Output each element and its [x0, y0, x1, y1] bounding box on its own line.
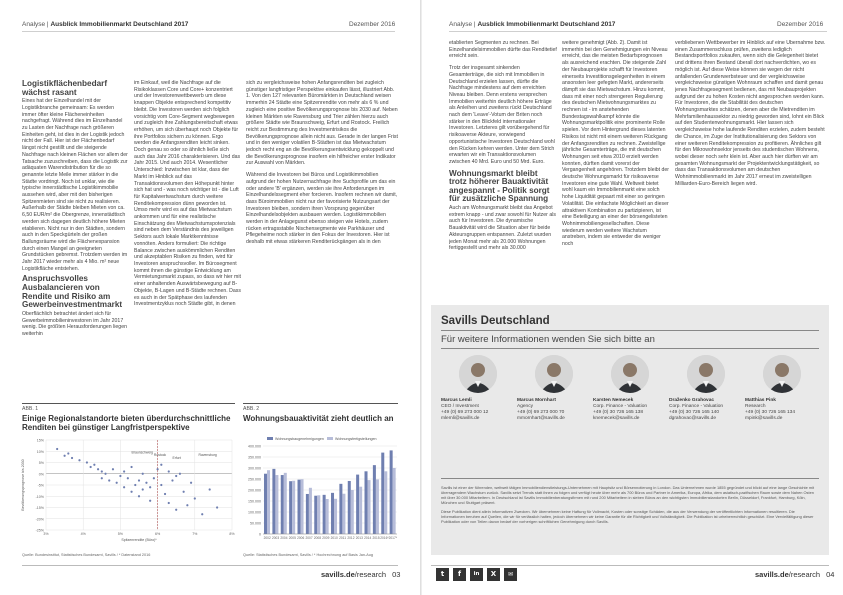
scatter-point	[183, 491, 185, 493]
heading-housing: Wohnungsmarkt bleibt trotz höherer Bauaktivität angespannt - Politik sorgt für zusätzliche Spannung	[449, 168, 550, 204]
scatter-point	[149, 486, 151, 488]
scatter-point	[168, 470, 170, 472]
footer-url-domain: savills.de	[321, 570, 355, 579]
disclaimer-company: Savills ist einer der führenden, weltweit tätigen Immobiliendienstleistungs-Unternehmen mit Hauptsitz und Börsennotierung in London. Das Unternehmen wurde 1855 gegründet und blickt auf eine lange Geschichte mit überragendem Wachstum zurück. Savills setzt Trends statt ihnen zu folgen und verfügt heute über mehr als 700 Büros und Partner in Amerika, Europa, Afrika, dem asiatisch-pazifischen Raum sowie dem Nahen Osten mit über 30.000 Mitarbeitern. In Deutschland ist Savills Immobilienberatungsfirmen mit rund 200 Mitarbeitern in sieben Büros an den wichtigsten Immobilienstandorten Berlin, Düsseldorf, Frankfurt, Hamburg, Köln, München und Stuttgart präsent.	[441, 485, 815, 505]
x-tick-label: 2003	[272, 536, 280, 540]
contact-card	[745, 398, 820, 422]
x-tick-label: 2015	[372, 536, 380, 540]
footer-url-path: /research	[354, 570, 387, 579]
scatter-point	[86, 461, 88, 463]
scatter-chart	[20, 434, 240, 551]
scatter-point	[160, 464, 162, 466]
footer-rule	[431, 565, 829, 566]
bar	[306, 494, 309, 534]
scatter-point	[179, 473, 181, 475]
xing-icon[interactable]: X	[487, 568, 500, 581]
contact-card	[593, 398, 668, 422]
linkedin-icon[interactable]: in	[470, 568, 483, 581]
contact-portrait	[459, 355, 497, 393]
scatter-point	[123, 486, 125, 488]
x-tick-label: 5%	[117, 532, 124, 536]
legend-label: Wohnungsfertigstellungen	[335, 437, 377, 441]
figure-1-rule	[22, 403, 235, 404]
contact-email[interactable]: mpink@savills.de	[745, 416, 783, 421]
contact-name: Marcus Lemli	[441, 398, 472, 403]
scatter-point	[71, 457, 73, 459]
paragraph-col3a: sich zu vergleichsweise hohen Anfangsrenditen bei zugleich günstiger langfristiger Perspektive einkaufen lässt, illustriert Abb. 1. Von den 127 relevanten Büromärkten in Deutschland weisen immerhin 24 Städte eine Spitzenrendite von mehr als 6 % und zugleich eine positive Bevölkerungsprognose bis 2030 auf. Neben kleinen Märkten wie Ravensburg und Trier zählen hierzu auch größere Städte wie Braunschweig, Erfurt und Rostock. Freilich reicht zur Bestimmung des Investmentrisikos die Bevölkerungsprognose allein nicht aus. Gerade in der langen Frist und in den weniger volatilen B-Städten ist das Mietwachstum jedoch recht eng an die Bevölkerungsentwicklung gekoppelt und die Bevölkerungsprognose insofern ein hilfreicher erster Indikator zur Auswahl von Märkten.	[246, 80, 398, 167]
scatter-point	[116, 482, 118, 484]
header-date: Dezember 2016	[777, 21, 824, 28]
contact-box-title: Savills Deutschland	[441, 315, 550, 327]
scatter-point	[142, 473, 144, 475]
paragraph-col2: im Einkauf, weil die Nachfrage auf die Risikoklassen Core und Core+ konzentriert und der Investorenwettbewerb um diese knappen Objekte entsprechend kompetitiv bleibt. Die Investoren werden sich folglich vorsichtig vom Core-Segment wegbewegen und zugleich ihre Zahlungsbereitschaft etwas erhöhen, um sich überhaupt noch Objekte für ihre Portfolios sichern zu können. Ergo werden die Anfangsrenditen leicht sinken. Doch genau so oder so ähnlich ließe sich auch das Jahr 2016 charakterisieren. Und das Jahr 2015. Und auch 2014. Wesentlicher Unterschied: Inzwischen ist klar, dass der Markt im Hinblick auf das Transaktionsvolumen den Höhepunkt hinter sich hat und - was noch wichtiger ist - die Luft für Kapitalwertwachstum durch weitere Renditekompression dünn geworden ist. Umso mehr wird es auf das Mietwachstum ankommen und für eine realistische Einschätzung des Mietwachstumspotenzials sind neben dem Verständnis des jeweiligen Sektors auch lokale Marktkenntnisse vonnöten. Anders formuliert: Die richtige Balance zwischen auskömmlichen Renditen und akzeptablen Risiken zu finden, wird für Investoren anspruchsvoller. Im Bürosegment kommt ihnen die günstige Entwicklung am Vermietungsmarkt zupass, so dass wir hier mit einer anhaltenden Auswärtsbewegung auf B-Objekte, B-Lagen und B-Städte rechnen. Dass es auch in der Spätphase des laufenden Investmentzyklus noch Städte gibt, in denen	[134, 80, 241, 308]
figure-2-label: ABB. 2	[243, 406, 260, 412]
scatter-point	[216, 506, 218, 508]
y-tick-label: 0%	[38, 472, 44, 477]
scatter-point	[138, 495, 140, 497]
scatter-point	[130, 491, 132, 493]
bar	[381, 453, 384, 534]
scatter-point	[78, 459, 80, 461]
y-tick-label: 0	[259, 532, 261, 537]
contact-email[interactable]: knemecek@savills.de	[593, 416, 640, 421]
header-section: Analyse |	[449, 21, 476, 28]
bar-chart	[241, 434, 401, 551]
page-number: 04	[826, 570, 835, 579]
scatter-point	[101, 470, 103, 472]
y-tick-label: 200.000	[248, 488, 261, 493]
bar	[373, 465, 376, 534]
contact-name: Matthias Pink	[745, 398, 776, 403]
text-column-2	[134, 80, 241, 416]
scatter-point	[175, 475, 177, 477]
contact-phone[interactable]: +49 (0) 30 726 165 134	[745, 410, 796, 415]
header-rule	[22, 31, 395, 32]
annotation-label: Ravensburg	[198, 452, 217, 457]
x-tick-label: 7%	[192, 532, 198, 536]
scatter-point	[101, 477, 103, 479]
scatter-point	[90, 466, 92, 468]
scatter-point	[134, 484, 136, 486]
header-title: Ausblick Immobilienmarkt Deutschland 2017	[477, 21, 616, 28]
y-tick-label: 10%	[36, 449, 44, 454]
text-column-3	[246, 80, 398, 416]
contact-email[interactable]: mlemli@savills.de	[441, 416, 480, 421]
bar	[284, 473, 287, 534]
bar	[326, 499, 329, 534]
legend-swatch	[327, 437, 333, 440]
scatter-point	[209, 488, 211, 490]
bar	[298, 480, 301, 534]
contact-card	[669, 398, 744, 422]
scatter-point	[130, 466, 132, 468]
twitter-icon[interactable]: t	[436, 568, 449, 581]
figure-1-label: ABB. 1	[22, 406, 39, 412]
contact-phone[interactable]: +49 (0) 69 273 000 70	[517, 410, 565, 415]
scatter-point	[201, 513, 203, 515]
scatter-point	[149, 500, 151, 502]
x-tick-label: 2012	[347, 536, 355, 540]
x-tick-label: 2007	[305, 536, 313, 540]
left-page	[0, 0, 421, 595]
header-section: Analyse |	[22, 21, 49, 28]
x-tick-label: 2006	[297, 536, 305, 540]
contact-phone[interactable]: +49 (0) 30 726 165 140	[669, 410, 720, 415]
bar	[264, 474, 267, 534]
scatter-point	[64, 455, 66, 457]
header-date: Dezember 2016	[349, 21, 396, 28]
x-tick-label: 2013	[355, 536, 363, 540]
bar	[317, 495, 320, 534]
x-tick-label: 2017*	[388, 536, 397, 540]
contact-portrait	[763, 355, 801, 393]
footer-url[interactable]	[321, 570, 400, 579]
facebook-icon[interactable]: f	[453, 568, 466, 581]
y-tick-label: 350.000	[248, 455, 261, 460]
paragraph-logistics: Eines hat der Einzelhandel mit der Logistikbranche gemeinsam: Es werden immer öfter kleine Flächeneinheiten nachgefragt. Während dies im Einzelhandel zu Lasten der Nachfrage nach größeren Einheiten geht, ist dies in der Logistik jedoch nicht der Fall. Hier ist der Flächenbedarf längst nicht gestillt und die steigende Nachfrage nach kleinen Flächen vor allem der Tatsache zuzuschreiben, dass die Logistik zur adäquaten Warendistribution für die so genannte letzte Meile immer stärker in die Städte vordringt. Noch ist unklar, wie die typische innerstädtische Logistikimmobilie aussehen wird, aber mit den bisherigen Spitzenmieten sind sie nicht zu realisieren. Außerhalb der Städte bleiben Mieten von ca. 6,50 EUR/m² die Obergrenze, innenstädtisch werden sich dagegen deutlich höhere Mieten etablieren. Nicht nur in den Städten, sondern auch in den Speckgürteln der großen Ballungsräume wird die Flächenexpansion durch einen Mangel an geeigneten Grundstücken gebremst. Trotzdem werden im Jahr 2017 wieder mehr als 4 Mio. m² neue Logistikfläche entstehen.	[22, 98, 128, 272]
scatter-point	[171, 479, 173, 481]
page-number: 03	[392, 570, 401, 579]
bar	[314, 496, 317, 534]
paragraph-col3b: Während die Investoren bei Büros und Logistikimmobilien aufgrund der hohen Nutzernachfrage ihre Suchprofile um das ein oder andere 'B' ergänzen, werden sie ihre Anforderungen im Einzelhandelssegment eher forcieren. Insofern rechnen wir damit, dass Büroimmobilien nicht nur der favorisierte Nutzungsart der Investoren bleiben, sondern ihren Vorsprung gegenüber Einzelhandelsobjekten ausbauen werden. Logistikimmobilien werden in der Anlagegunst ebenso steigen wie Hotels, zudem rücken ertragsstabile Nischensegmente wie Parkhäuser und Pflegeheime noch stärker in den Fokus der Investoren. Hier ist deshalb mit etwas stärkeren Renditerückgängen als in den	[246, 172, 398, 246]
contact-portrait	[535, 355, 573, 393]
y-tick-label: 150.000	[248, 499, 261, 504]
scatter-point	[142, 488, 144, 490]
y-tick-label: 15%	[36, 438, 44, 443]
contact-card	[441, 398, 516, 422]
contact-card	[517, 398, 592, 422]
paragraph-housing: Auch am Wohnungsmarkt bleibt das Angebot extrem knapp - und zwar sowohl für Nutzer als auch für Investoren. Die dynamische Bauaktivität wird die Situation aber für beide Akteursgruppen entspannen. Zuletzt wurden jeden Monat mehr als 20.000 Wohnungen fertiggestellt und mehr als 30.000	[449, 205, 556, 252]
contact-box-rule	[441, 348, 819, 349]
bar	[309, 488, 312, 534]
scatter-point	[138, 479, 140, 481]
annotation-label: Erfurt	[172, 456, 181, 461]
footer-url-path: /research	[788, 570, 821, 579]
y-tick-label: 50.000	[250, 521, 261, 526]
contact-name: Marcus Mornhart	[517, 398, 556, 403]
scatter-point	[160, 484, 162, 486]
bar	[281, 475, 284, 534]
contact-role: Corp. Finance - Valuation	[669, 404, 724, 409]
contact-email[interactable]: mmornhart@savills.de	[517, 416, 565, 421]
contact-name: Karsten Nemecek	[593, 398, 634, 403]
header-title: Ausblick Immobilienmarkt Deutschland 2017	[50, 21, 189, 28]
scatter-point	[164, 493, 166, 495]
contact-role: CEO / Investment	[441, 404, 479, 409]
contact-role: Research	[745, 404, 766, 409]
scatter-point	[157, 468, 159, 470]
x-tick-label: 2008	[313, 536, 321, 540]
bar	[334, 499, 337, 534]
heading-investment: Anspruchsvolles Ausbalancieren von Rendite und Risiko am Gewerbeinvestmentmarkt	[22, 274, 123, 310]
annotation-label: Rostock	[153, 452, 167, 457]
paragraph-col3: verbliebenen Wettbewerber im Hinblick auf eine Übernahme bzw. einen Zusammenschluss prüfen, zweitens lediglich Bestandsportfolios zukaufen, wenn sich die Gelegenheit bietet und drittens ihren Bestand überall dort nachverdichten, wo es möglich ist. Auf diese Weise können sie wegen der nicht anfallenden Grunderwerbsteuer und der vergleichsweise vergleichsweise günstigen Wohnraum schaffen und damit genau jenes Nachfragesegment bedienen, das mit Neubauprojekten aufgrund der zu hohen Kosten nicht angesprochen werden kann. Für Investoren, die die Stabilität des deutschen Wohnungsmarktes schätzen, denen aber die Mietrenditen im Mehrfamilienhaussektor zu niedrig geworden sind, lohnt ein Blick auf den Studentenwohnungsmarkt. Hier lassen sich vergleichsweise hohe laufende Renditen erzielen, zudem besteht die Chance, im Zuge der Institutionalisierung des Sektors von einer weiteren Renditekompression zu profitieren. Ähnliches gilt für den Mikrowohnsektor jenseits des studentischen Wohnens, wobei dieser noch sehr klein ist. Aber auch hier dürften wir am gesamten Wohnungsmarkt der Projektentwicklungstätigkeit, so dass das Transaktionsvolumen am deutschen Wohnimmobilienmarkt im Jahr 2017 erneut im zweistelligen Milliarden-Euro-Bereich liegen wird.	[675, 40, 826, 187]
scatter-point	[123, 470, 125, 472]
scatter-point	[145, 482, 147, 484]
x-tick-label: 2009	[322, 536, 330, 540]
bar	[323, 495, 326, 534]
bar	[359, 487, 362, 534]
paragraph-intro: etablierten Segmenten zu rechnen. Bei Einzelhandelsimmobilien dürfte das Renditetief erreicht sein.	[449, 40, 557, 60]
contact-portrait	[687, 355, 725, 393]
scatter-point	[56, 448, 58, 450]
bar	[292, 481, 295, 534]
y-tick-label: 5%	[38, 461, 44, 465]
scatter-point	[112, 468, 114, 470]
paragraph-col2: weitere genehmigt (Abb. 2). Damit ist immerhin bei den Genehmigungen ein Niveau erreicht, das die meisten Bedarfsprognosen als ausreichend erachten. Die steigende Zahl der Neubauprojekte schafft für Investoren einerseits Investitionsgelegenheiten in einem ansonsten leer gefegten Markt, andererseits dämpft sie das Mietwachstum. Hinzu kommt, dass mit einer noch strengeren Regulierung des deutschen Mietwohnungsmarktes zu rechnen ist - im anstehenden Bundestagswahlkampf könnte die Wohnungsmarktpolitik eine prominente Rolle spielen. Vor dem Hintergrund dieses latenten Risikos ist nicht mit einem weiteren Rückgang der Anfangsrenditen zu rechnen. Zweistellige jährliche Gesamterträge, die mit deutschen Wohnungen seit etwa 2010 erzielt werden konnten, dürften damit vorerst der Vergangenheit angehören. Trotzdem bleibt der deutsche Wohnungsmarkt für risikoaverse Investoren eine gute Wahl. Weltweit bietet wohl kaum ein Immobilienmarkt eine solch hohe Liquidität gepaart mit einer so geringen Volatilität. Die einfachste Möglichkeit an dieser attraktiven Kombination zu partizipieren, ist eine Beteiligung an einer der börsengelisteten Wohnimmobiliengesellschaften. Diese wiederum werden weitere Wachstum anstreben, indem sie entweder die weniger noch	[562, 40, 669, 248]
x-tick-label: 2014	[364, 536, 372, 540]
scatter-point	[175, 509, 177, 511]
y-axis-label: Bevölkerungsprognose bis 2030	[21, 459, 25, 511]
x-tick-label: 6%	[154, 532, 161, 536]
legend-label: Wohnungsbaugenehmigungen	[275, 437, 324, 441]
x-tick-label: 4%	[80, 532, 86, 536]
scatter-point	[153, 477, 155, 479]
x-tick-label: 2016*	[380, 536, 389, 540]
right-page	[422, 0, 843, 595]
y-tick-label: 300.000	[248, 466, 261, 471]
y-tick-label: -10%	[35, 494, 44, 499]
heading-logistics: Logistikflächenbedarf wächst rasant	[22, 80, 108, 97]
y-tick-label: -20%	[35, 517, 44, 522]
header-rule	[449, 31, 827, 32]
contact-phone[interactable]: +49 (0) 69 273 000 12	[441, 410, 489, 415]
contact-box-rule-bottom	[441, 478, 819, 479]
contact-phone[interactable]: +49 (0) 30 726 165 138	[593, 410, 644, 415]
x-tick-label: 2004	[280, 536, 288, 540]
contact-email[interactable]: dgrahovac@savills.de	[669, 416, 716, 421]
figure-1-title: Einige Regionalstandorte bieten überdurchschnittliche Renditen bei günstiger Langfristperspektive	[22, 414, 231, 432]
scatter-point	[67, 452, 69, 454]
bar	[351, 490, 354, 534]
scatter-point	[168, 502, 170, 504]
y-tick-label: -5%	[37, 483, 44, 488]
text-column-2	[562, 40, 670, 302]
bar	[339, 484, 342, 534]
bar	[390, 450, 393, 534]
scatter-point	[108, 479, 110, 481]
figure-2-rule	[243, 403, 398, 404]
x-tick-label: 2005	[288, 536, 296, 540]
scatter-point	[194, 497, 196, 499]
footer-rule	[22, 565, 398, 566]
mail-icon[interactable]: ✉	[504, 568, 517, 581]
paragraph-investment: Oberflächlich betrachtet ändert sich für Gewerbeimmobilieninvestoren im Jahr 2017 wenig. Die größten Herausforderungen liegen weiterhin	[22, 310, 127, 337]
scatter-point	[186, 504, 188, 506]
y-tick-label: -15%	[35, 506, 44, 510]
footer-url-domain: savills.de	[755, 570, 789, 579]
contact-role: Agency	[517, 404, 533, 409]
bar	[384, 471, 387, 534]
bar	[365, 471, 368, 534]
bar	[393, 468, 396, 534]
x-axis-label: Spitzenrendite (Büro)*	[121, 538, 157, 542]
savills-contact-box	[431, 305, 829, 555]
bar	[368, 480, 371, 534]
legend-swatch	[267, 437, 273, 440]
bar	[301, 479, 304, 534]
bar	[331, 493, 334, 534]
x-tick-label: 8%	[229, 532, 235, 536]
x-tick-label: 3%	[43, 532, 49, 536]
bar	[348, 481, 351, 534]
bar	[376, 479, 379, 534]
bar	[356, 475, 359, 534]
bar	[342, 494, 345, 534]
figure-1-source: Quelle: Bundesinstitut, Statistisches Bundesamt, Savills / * Datenstand 2016	[22, 553, 151, 557]
scatter-point	[93, 464, 95, 466]
figure-2-source: Quelle: Statistisches Bundesamt, Savills / * Hochrechnung auf Basis Jan-Aug	[243, 553, 374, 557]
annotation-label: Braunschweig	[131, 450, 153, 455]
bar	[275, 475, 278, 534]
text-column-1	[449, 40, 557, 302]
running-head	[22, 21, 188, 28]
contact-box-subtitle: Für weitere Informationen wenden Sie sich bitte an	[441, 334, 655, 345]
contact-role: Corp. Finance - Valuation	[593, 404, 648, 409]
scatter-point	[104, 473, 106, 475]
paragraph-demand: Trotz der insgesamt sinkenden Gesamterträge, die sich mit Immobilien in Deutschland erzielen lassen, dürfte die Nachfrage mindestens auf dem erreichten Niveau bleiben. Denn erstens versprechen Immobilien weiterhin deutlich höhere Erträge als Anleihen und zweitens rückt Deutschland nach dem 'Leave'-Votum der Briten noch stärker in den Blickfeld internationaler Investoren. Letzteres gilt vorübergehend für risikoaverse Akteure, vorwiegend opportunistische Investoren Deutschland wohl den Rücken kehren werden. Unter dem Strich erwarten wir ein Transaktionsvolumen zwischen 40 Mrd. Euro und 50 Mrd. Euro.	[449, 65, 555, 165]
contact-name: Draženko Grahovac	[669, 398, 715, 403]
contact-portrait	[611, 355, 649, 393]
bar	[272, 469, 275, 534]
scatter-point	[97, 468, 99, 470]
disclaimer-legal: Diese Publikation dient allein informativen Zwecken. Wir übernehmen keine Haftung für Vollmacht, Kosten oder sonstige Schäden, die aus der Verwendung der veröffentlichten Informationen resultieren. Die Informationen beruhen auf Quellen, die wir für verlässlich halten, jedoch übernehmen wir keine Garantie für die Richtigkeit und Vollständigkeit. Die Publikation ist urheberrechtlich geschützt. Eine Vervielfältigung dieser Publikation oder von Teilen davon bedarf der vorherigen schriftlichen Genehmigung durch Savills.	[441, 509, 814, 524]
y-tick-label: 250.000	[248, 477, 261, 482]
footer-url[interactable]	[755, 570, 834, 579]
y-tick-label: -25%	[35, 528, 44, 533]
scatter-point	[190, 482, 192, 484]
contact-box-rule-top	[441, 330, 819, 331]
y-tick-label: 400.000	[248, 444, 261, 449]
scatter-point	[127, 477, 129, 479]
running-head	[449, 21, 615, 28]
text-column-1	[22, 80, 129, 416]
disclaimer	[441, 485, 819, 524]
y-tick-label: 100.000	[248, 510, 261, 515]
bar	[289, 481, 292, 534]
x-tick-label: 2011	[339, 536, 346, 540]
text-column-3	[675, 40, 827, 302]
x-tick-label: 2010	[330, 536, 338, 540]
x-tick-label: 2002	[263, 536, 271, 540]
figure-2-title: Wohnungsbauaktivität zieht deutlich an	[243, 414, 394, 423]
scatter-point	[119, 475, 121, 477]
bar	[267, 470, 270, 534]
